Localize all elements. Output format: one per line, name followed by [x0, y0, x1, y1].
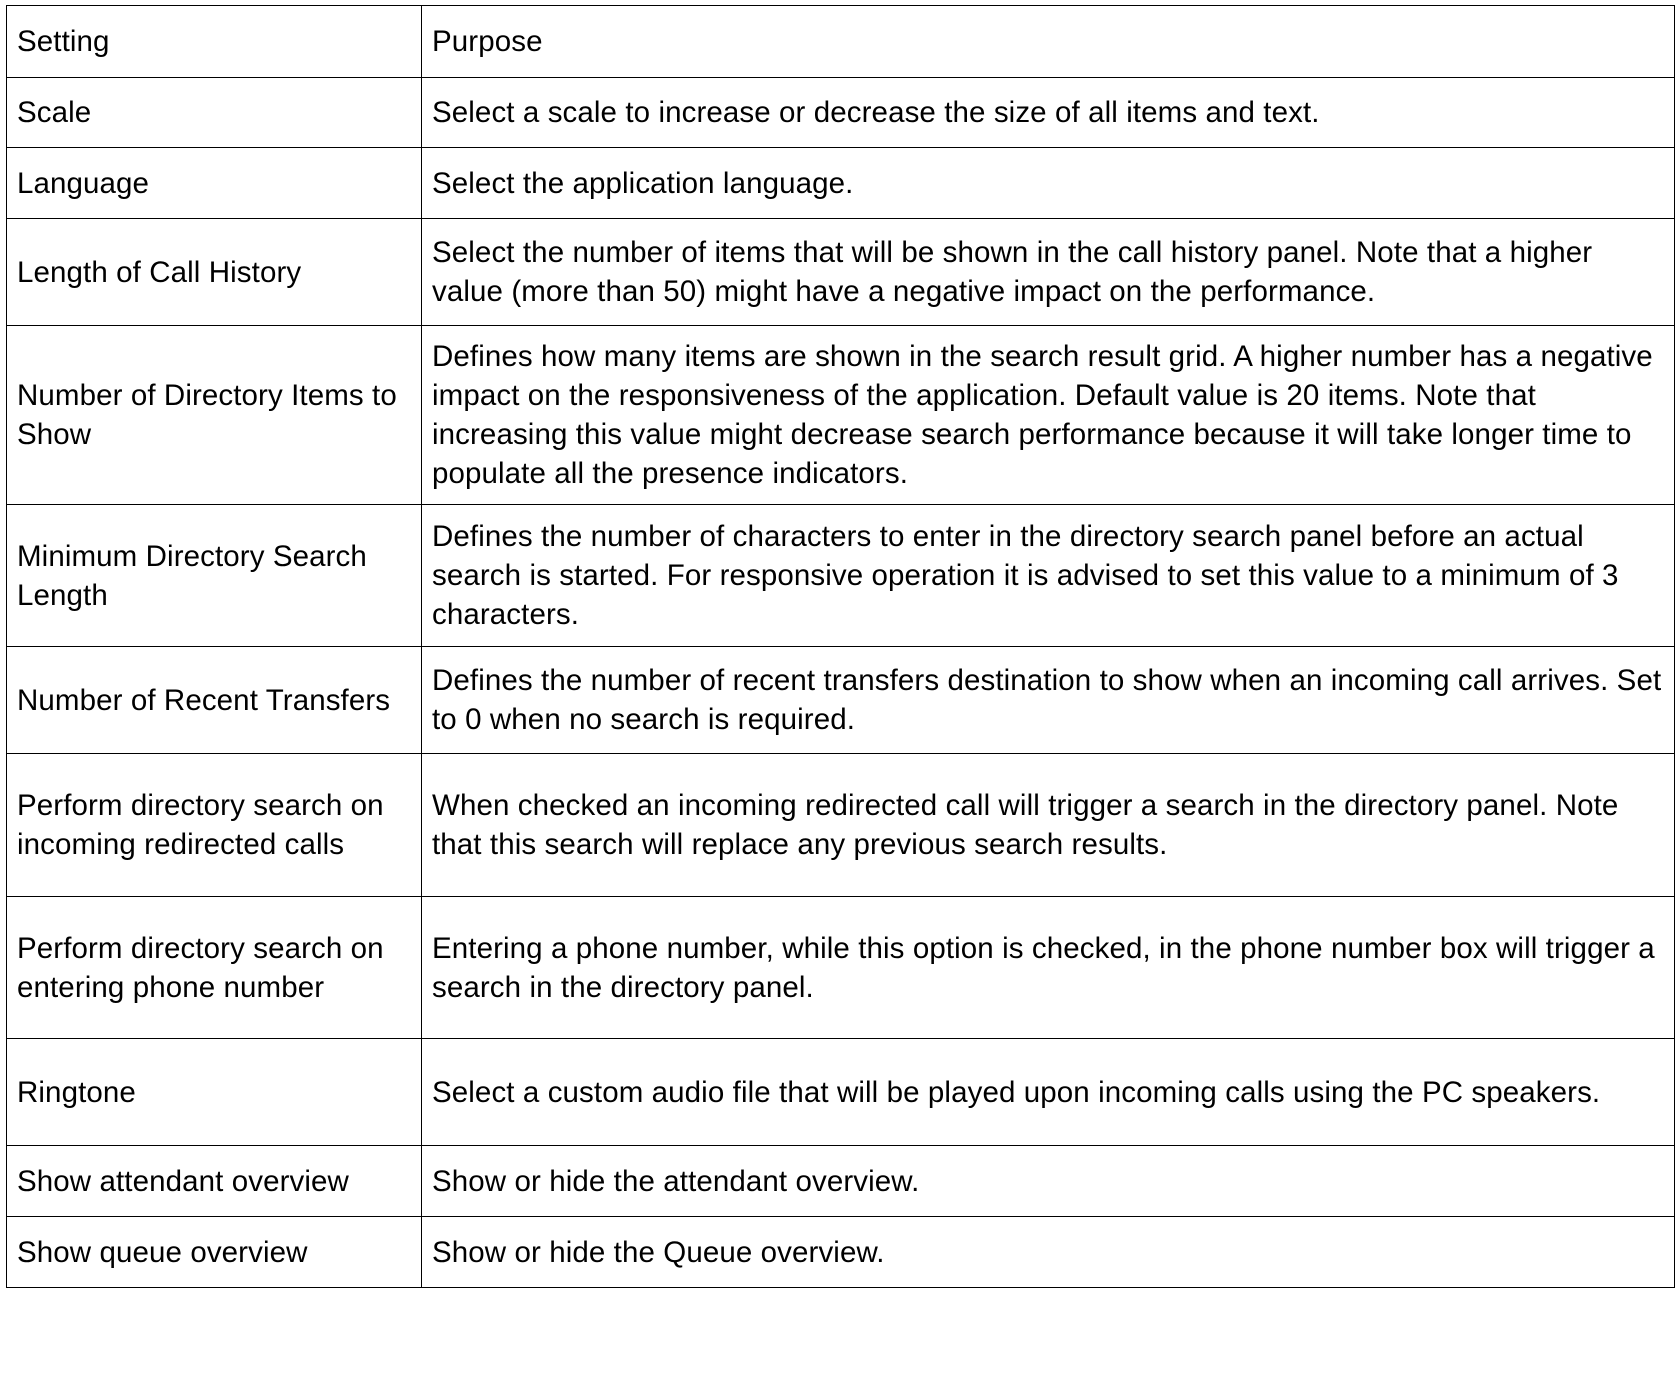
table-row — [7, 754, 1675, 897]
setting-cell: Scale — [7, 78, 422, 148]
table-row — [7, 219, 1675, 326]
table-row — [7, 1146, 1675, 1217]
setting-cell: Show queue overview — [7, 1217, 422, 1288]
column-header-purpose: Purpose — [422, 6, 1675, 78]
setting-cell: Ringtone — [7, 1039, 422, 1146]
column-header-setting: Setting — [7, 6, 422, 78]
purpose-cell: When checked an incoming redirected call will trigger a search in the directory panel. Note that this search will replace any previous search results. — [422, 754, 1675, 897]
setting-cell: Number of Directory Items to Show — [7, 326, 422, 505]
purpose-cell: Defines the number of characters to enter in the directory search panel before an actual search is started. For responsive operation it is advised to set this value to a minimum of 3 characters. — [422, 505, 1675, 647]
table-row — [7, 897, 1675, 1039]
setting-cell: Perform directory search on incoming redirected calls — [7, 754, 422, 897]
purpose-cell: Select the number of items that will be shown in the call history panel. Note that a higher value (more than 50) might have a negative impact on the performance. — [422, 219, 1675, 326]
purpose-cell: Select a custom audio file that will be played upon incoming calls using the PC speakers. — [422, 1039, 1675, 1146]
table-header-row — [7, 6, 1675, 78]
purpose-cell: Entering a phone number, while this option is checked, in the phone number box will trigger a search in the directory panel. — [422, 897, 1675, 1039]
purpose-cell: Show or hide the attendant overview. — [422, 1146, 1675, 1217]
table-row — [7, 148, 1675, 219]
table-row — [7, 326, 1675, 505]
setting-cell: Language — [7, 148, 422, 219]
table-row — [7, 647, 1675, 754]
table-row — [7, 505, 1675, 647]
table-row — [7, 78, 1675, 148]
setting-cell: Minimum Directory Search Length — [7, 505, 422, 647]
table-row — [7, 1039, 1675, 1146]
purpose-cell: Select the application language. — [422, 148, 1675, 219]
setting-cell: Show attendant overview — [7, 1146, 422, 1217]
purpose-cell: Defines the number of recent transfers destination to show when an incoming call arrives. Set to 0 when no search is required. — [422, 647, 1675, 754]
setting-cell: Length of Call History — [7, 219, 422, 326]
purpose-cell: Show or hide the Queue overview. — [422, 1217, 1675, 1288]
purpose-cell: Defines how many items are shown in the search result grid. A higher number has a negative impact on the responsiveness of the application. Default value is 20 items. Note that increasing this value might decrease search performance because it will take longer time to populate all the presence indicators. — [422, 326, 1675, 505]
settings-table — [6, 5, 1675, 1288]
setting-cell: Perform directory search on entering phone number — [7, 897, 422, 1039]
setting-cell: Number of Recent Transfers — [7, 647, 422, 754]
purpose-cell: Select a scale to increase or decrease the size of all items and text. — [422, 78, 1675, 148]
table-row — [7, 1217, 1675, 1288]
